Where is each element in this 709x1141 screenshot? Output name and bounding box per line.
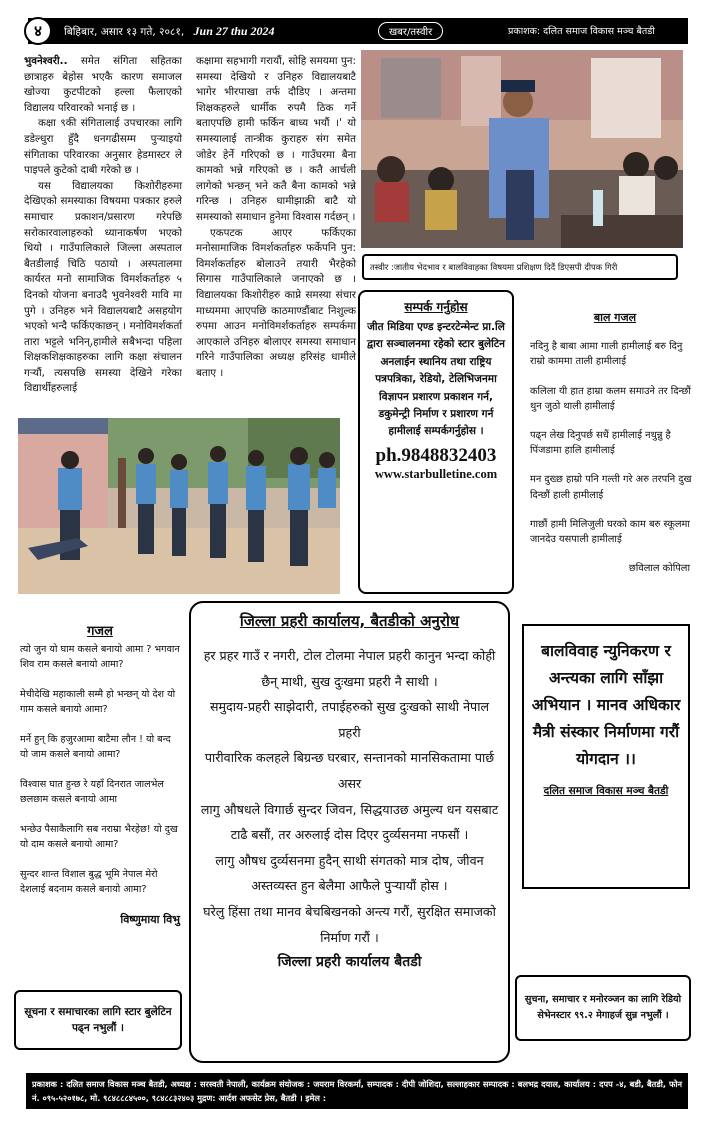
appeal-line: लागु औषध दुर्व्यसनमा हुदैन् साथी संगतको मात्र दोष, जीवन अस्तव्यस्त हुन बेलैमा आफैले पुऱ्यायौं होस । [215, 852, 484, 894]
article-paragraph: यस विद्यालयका किशोरीहरुमा देखिएको समस्याका विषयमा पत्रकार हरुले समाचार प्रकाशन/प्रसारण गरेपछि सरोकारवालाहरुको ध्यानाकर्षण भएको थियो । गाउँपालिकाले जिल्ला अस्पताल बैतडीलाई चिठि पठायो । अस्पतालमा कार्यरत मनो सामाजिक विमर्शकर्ताहरु ५ दिनको योजना बनाउदै भुवनेश्वरी मावि मा पुगे । उनिहरु भने विद्यालयबाटै असहयोग भएको भन्दै फर्किएकाछन् । मनोविमर्शकर्ता तारा भट्टले भनिन्,हामीले सबैभन्दा पहिला शिक्षकशिक्षकाहरुका लागि कक्षा संचालन गऱ्यौं, त्यसपछि समस्या देखिने गरेका विद्यार्थीहरुलाई [24, 179, 182, 395]
photo-training [361, 50, 683, 248]
section-label: खबर/तस्वीर [378, 22, 443, 40]
gajal-stanza: मर्ने हुन् कि हजुरआमा बाटैमा लौन ! यो बन्द यो जाम कसले बनायो आमा? [20, 733, 171, 760]
contact-title: सम्पर्क गर्नुहोस [404, 300, 468, 314]
article-lead: भुवनेश्वरी.. [24, 55, 68, 67]
poem-stanza: नदिनु है बाबा आमा गाली हामीलाई बरु दिनु राम्रो काममा ताली हामीलाई [530, 341, 683, 368]
photo-caption: तस्वीर :जातीय भेदभाव र बालविवाहका विषयमा प्रशिक्षण दिदैं डिएसपी दीपक गिरी [362, 254, 678, 280]
dateline [64, 24, 275, 39]
police-appeal-box [189, 601, 510, 1063]
notice-star-bulletin: सूचना र समाचारका लागि स्टार बुलेटिन पढ्न नभुलौं । [14, 990, 182, 1050]
imprint-footer: प्रकाशक : दलित समाज विकास मञ्च बैतडी, अध्यक्ष : सरस्वती नेपाली, कार्यक्रम संयोजक : जयराम विरकर्मा, सम्पादक : दीपी जोशिदा, सल्लाहकार सम्पादक : बलभद्र दयाल, कार्यालय : दपप -४, बडी, बैतडी, फोन नं. ०९५-५२०१७८, मो. ९८४८८८४५००, ९८४८८३२४०३ मुद्रण: आर्दश अफसेट प्रेस, बैतडी । इमेल : [26, 1073, 688, 1109]
gajal-poem [20, 624, 180, 927]
gajal-stanza: सुन्दर शान्त विशाल बुद्ध भूमि नेपाल मेरो देशलाई बदनाम कसले बनायो आमा? [20, 868, 158, 895]
appeal-title: जिल्ला प्रहरी कार्यालय, बैतडीको अनुरोध [239, 612, 460, 630]
gajal-author: विष्णुमाया विभु [120, 912, 180, 926]
date-nepali: बिहिबार, असार १३ गते, २०८१, [64, 25, 185, 38]
publisher-label: प्रकाशक: दलित समाज विकास मञ्च बैतडी [508, 26, 655, 37]
campaign-text: बालविवाह न्युनिकरण र अन्त्यका लागि साँझा अभियान । मानव अधिकार मैत्री संस्कार निर्माणमा गरौं योगदान ।। [531, 642, 681, 768]
page-header [28, 18, 688, 44]
gajal-stanza: भन्छेउ पैसाकैलागि सब नराम्रा भैरहेछ! यो दुख यो दाम कसले बनायो आमा? [20, 823, 178, 850]
appeal-line: हर प्रहर गाउँ र नगरी, टोल टोलमा नेपाल प्रहरी कानुन भन्दा कोही छैन् माथी, सुख दुःखमा प्रहरी नै साथी । [203, 648, 496, 689]
appeal-line: समुदाय-प्रहरी साझेदारी, तपाईहरुको सुख दुःखको साथी नेपाल प्रहरी [209, 699, 490, 740]
article-left-column [24, 54, 182, 397]
poem-title: बाल गजल [593, 311, 637, 324]
article-paragraph: एकपटक आएर फर्किएका मनोसामाजिक विमर्शकर्ताहरु फर्केपनि पुन: विमर्शकर्ताहरु बोलाउने तयारी भैरहेको सिगास गाउँपालिकाले जनाएको छ । विद्यालयका किशोरीहरु काप्ने समस्या संचार माध्यममा आएपछि काठमाण्डौंबाट निशुल्क रुपमा आउन मनोविमर्शकर्ताहरु सम्पर्कमा आएकाले उनिहरु बोलाएर समस्या समाधान गरिने गाउँपालिका अध्यक्ष हरिसंह धामीले बताए । [196, 226, 356, 379]
campaign-box [522, 624, 690, 889]
article-paragraph: कक्षा ९की संगितालाई उपचारका लागि डडेल्धुरा हुँदै धनगढीसम्म पुऱ्याइयो संगिताका परिवारका अनुसार हेडमास्टर ले पाइपले कुटेको दाबी गरेको छ । [24, 117, 182, 177]
poem-stanza: कलिला यी हात हाम्रा कलम समाउने तर दिन्छौं थुन जुठो थाली हामीलाई [530, 385, 691, 412]
page-number: ४ [24, 17, 52, 45]
contact-phone: ph.9848832403 [375, 444, 497, 466]
gajal-stanza: त्यो जुन यो घाम कसले बनायो आमा ? भगवान शिव राम कसले बनायो आमा? [20, 643, 180, 670]
campaign-org: दलित समाज विकास मञ्च बैतडी [543, 785, 669, 797]
gajal-stanza: विश्वास घात हुन्छ रे यहाँ दिनरात जालभेल छलछाम कसले बनायो आमा [20, 778, 164, 805]
appeal-line: पारीवारिक कलहले बिग्रन्छ घरबार, सन्तानको मानसिकतामा पार्छ असर [204, 750, 495, 791]
gajal-stanza: मेचीदेखि महाकाली सम्मै हो भन्छन् यो देश यो गाम कसले बनायो आमा? [20, 688, 176, 715]
notice-radio: सुचना, समाचार र मनोरञ्जन का लागि रेडियो सेभेनस्टार ९९.२ मेगाहर्ज सुन्न नभुलौं । [515, 975, 691, 1041]
poem-author: छविलाल कोपिला [628, 563, 690, 575]
bal-gajal-poem [530, 310, 700, 576]
contact-website: www.starbulletine.com [374, 466, 498, 481]
poem-stanza: गाछौं हामी मिलिजुली घरको काम बरु स्कूलमा जानदेउ यसपाली हामीलाई [530, 518, 690, 546]
contact-box [358, 290, 514, 594]
appeal-line: घरेलु हिंसा तथा मानव बेचबिखनको अन्त्य गरौं, सुरक्षित समाजको निर्माण गरौं । [203, 903, 496, 945]
poem-stanza: पढ्न लेख दिनुपर्छ सधैं हामीलाई नथुन्नु है पिंजडामा हालि हामीलाई [530, 430, 671, 457]
poem-stanza: मन दुख्छ हाम्रो पनि गल्ती गरे अरु तरपनि दुख दिन्छौं हाली हामीलाई [530, 474, 692, 501]
article-paragraph: कक्षामा सहभागी गरायौं, सोहि समयमा पुन: समस्या देखियो र उनिहरु विद्यालयबाटै भागेर भीरपाखा तर्फ दौडिए । अन्तमा शिक्षकहरुले धार्मीक रुपमै ठिक गर्ने बताएपछि हामी फर्किन बाध्य भयौं ।' यो समस्यालाई तान्त्रीक कुराहरु संग समेत जोडेर हेर्ने गरिएको छ । गाउँघरमा बैना कामको भन्ने गरिएको छ । कतै आर्चली लागेको भन्छन् भने कतै बैना कामको भन्ने गरिन्छ । उनिहरु धामीझाक्री बाटै यो समस्याको समाधान हुनेमा विश्वास गर्दछन् । [196, 55, 356, 223]
appeal-signature: जिल्ला प्रहरी कार्यालय बैतडी [277, 954, 422, 971]
gajal-title: गजल [87, 624, 113, 639]
photo-students [18, 418, 340, 594]
contact-body: जीत मिडिया एण्ड इन्टरटेन्मेन्ट प्रा.लि द्वारा सञ्चालनमा रहेको स्टार बुलेटिन अनलाईन स्थानिय तथा राष्ट्रिय पत्रपत्रिका, रेडियो, टेलिभिजनमा विज्ञापन प्रशारण प्रकाशन गर्न, डकुमेन्ट्री निर्माण र प्रशारण गर्न हामीलाई सम्पर्कगर्नुहोस । [367, 321, 505, 438]
date-english: Jun 27 thu 2024 [193, 23, 275, 38]
appeal-line: लागु औषधले विगार्छ सुन्दर जिवन, सिद्धयाउछ अमुल्य धन यसबाट टाढै बसौं, तर अरुलाई दोस दिएर दुर्व्यसनमा नफसौं । [200, 801, 499, 843]
article-paragraph: भुवनेश्वरी.. समेत संगिता सहितका छात्राहरु बेहोस भएकै कारण समाजल खोज्या कुटपीटको हल्ला फैलाएको विद्यालय परिवारको भनाई छ । [24, 55, 182, 114]
article-mid-column [196, 54, 356, 381]
